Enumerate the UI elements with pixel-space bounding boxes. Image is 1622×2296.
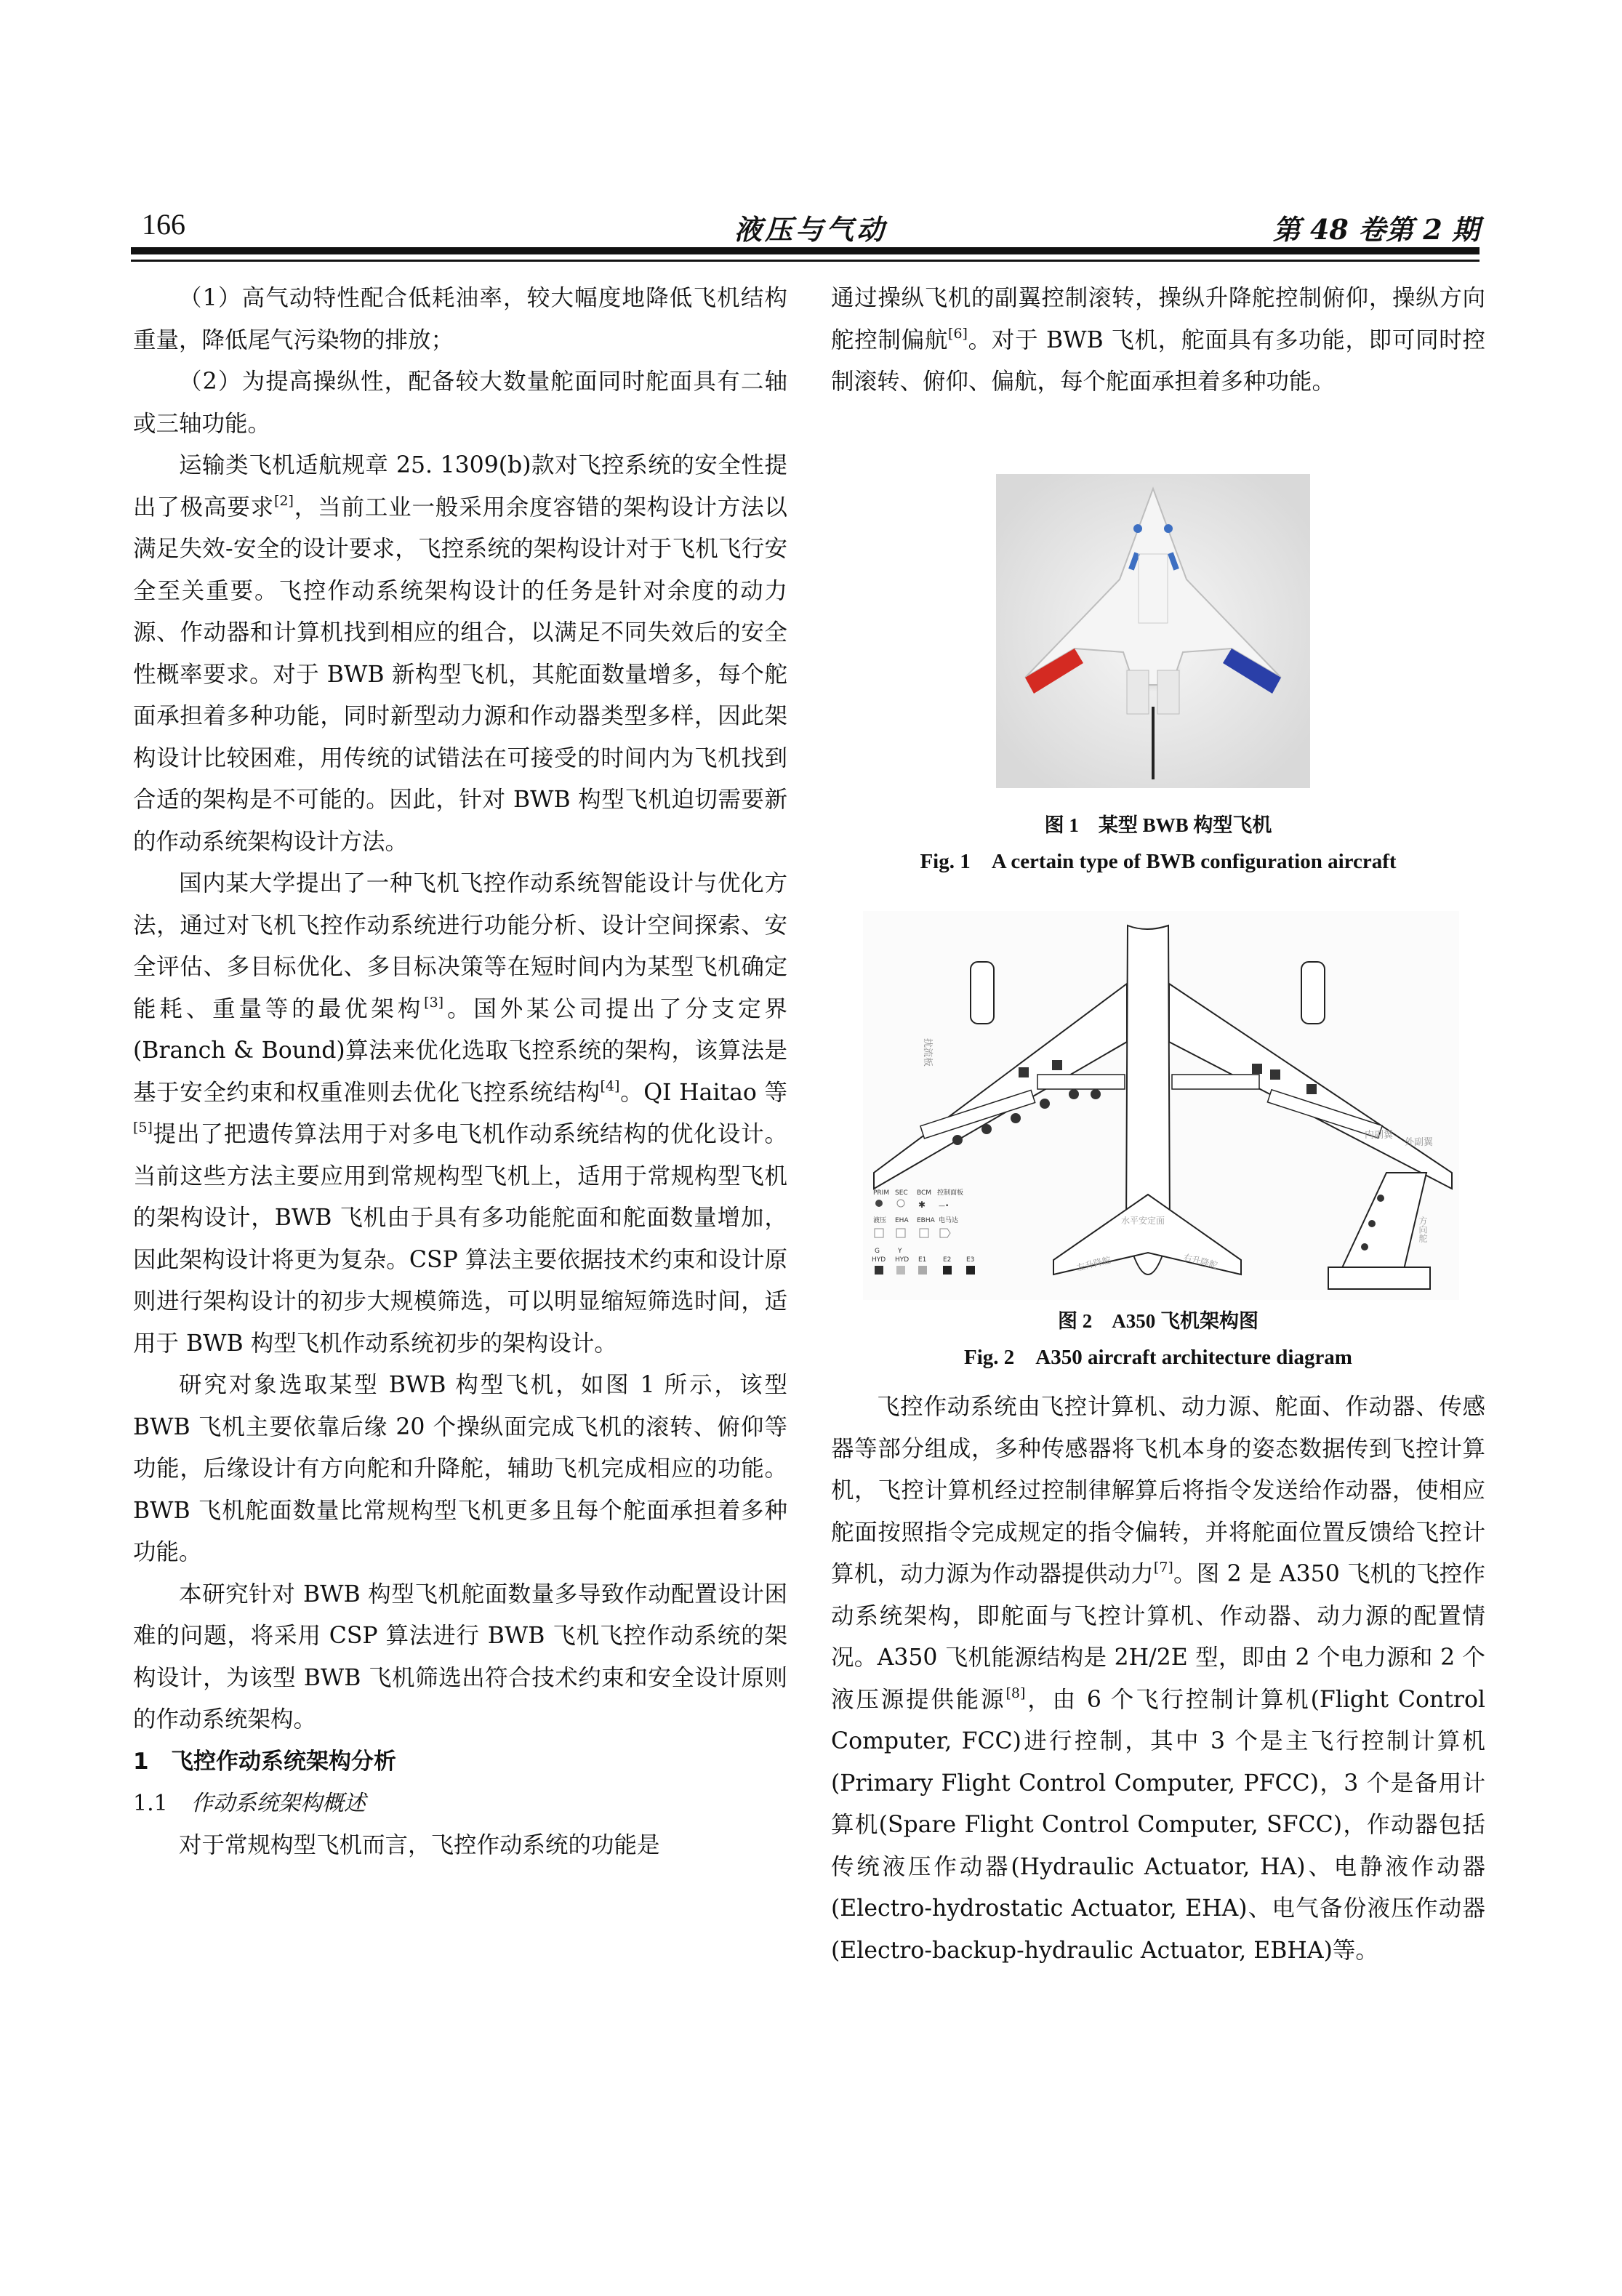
svg-text:G: G: [875, 1248, 880, 1255]
section-title: 飞控作动系统架构分析: [171, 1748, 396, 1775]
page-number: 166: [142, 208, 185, 241]
svg-text:控制面板: 控制面板: [937, 1189, 964, 1197]
text: 国内某大学提出了一种飞机飞控作动系统智能设计与优化方法，通过对飞机飞控作动系统进行功能分析、设计空间探索、安全评估、多目标优化、多目标决策等在短时间内为某型飞机确定能耗、重量等的最优架构: [133, 870, 787, 1022]
text: 。QI Haitao 等: [619, 1079, 787, 1106]
a350-diagram: [863, 911, 1459, 1300]
subsection-title: 作动系统架构概述: [191, 1791, 366, 1816]
text: 飞控作动系统由飞控计算机、动力源、舵面、作动器、传感器等部分组成，多种传感器将飞机本身的姿态数据传到飞控计算机，飞控计算机经过控制律解算后将指令发送给作动器，使相应舵面按照指令完成规定的指令偏转，并将舵面位置反馈给飞控计算机，动力源为作动器提供动力: [831, 1394, 1485, 1587]
figure-2-caption-cn: 图 2 A350 飞机架构图: [1058, 1310, 1258, 1332]
citation[interactable]: [4]: [600, 1077, 620, 1094]
page-header: [142, 207, 1480, 244]
paragraph: 对于常规构型飞机而言，飞控作动系统的功能是: [179, 1831, 660, 1858]
figure-2-a350-architecture-diagram: [863, 911, 1459, 1300]
label-stabilizer: 水平安定面: [1121, 1216, 1165, 1226]
svg-text:E3: E3: [966, 1256, 975, 1264]
citation[interactable]: [7]: [1153, 1560, 1173, 1576]
svg-text:E2: E2: [943, 1256, 952, 1264]
issue-label: 第 48 卷第 2 期: [1272, 213, 1480, 246]
figure-1-caption: [831, 809, 1485, 875]
paragraph: 本研究针对 BWB 构型飞机舵面数量多导致作动配置设计困难的问题，将采用 CSP 算法进行 BWB 飞机飞控作动系统的架构设计，为该型 BWB 飞机筛选出符合技术约束和安全设计原则的作动系统架构。: [133, 1581, 787, 1733]
citation[interactable]: [6]: [948, 325, 968, 342]
svg-text:—•: —•: [939, 1203, 949, 1210]
paragraph: [133, 445, 787, 863]
journal-name: 液压与气动: [734, 213, 887, 246]
label-aileron-outer: 外副翼: [1405, 1137, 1434, 1148]
paragraph: （1）高气动特性配合低耗油率，较大幅度地降低飞机结构重量，降低尾气污染物的排放；: [133, 285, 787, 353]
svg-text:EHA: EHA: [895, 1217, 909, 1224]
svg-text:Y: Y: [898, 1248, 902, 1255]
paragraph: [831, 1386, 1485, 1972]
text: 运输类飞机适航规章 25. 1309(b)款对飞控系统的安全性提出了极高要求: [133, 452, 787, 521]
citation[interactable]: [2]: [274, 492, 294, 509]
citation[interactable]: [3]: [424, 994, 444, 1011]
right-column-top: [831, 278, 1485, 404]
text: 。图 2 是 A350 飞机的飞控作动系统架构，即舵面与飞控计算机、作动器、动力源的配置情况。A350 飞机能源结构是 2H/2E 型，即由 2 个电力源和 2 个液压源提供能源: [831, 1561, 1485, 1713]
label-aileron-inner: 内副翼: [1365, 1130, 1394, 1141]
paragraph: 研究对象选取某型 BWB 构型飞机，如图 1 所示，该型 BWB 飞机主要依靠后缘 20 个操纵面完成飞机的滚转、俯仰等功能，后缘设计有方向舵和升降舵，辅助飞机完成相应的功能。BWB 飞机舵面数量比常规构型飞机更多且每个舵面承担着多种功能。: [133, 1372, 787, 1565]
svg-text:E1: E1: [918, 1256, 927, 1264]
text: 。国外某公司提出了分支定界(Branch & Bound)算法来优化选取飞控系统的架构，该算法是基于安全约束和权重准则去优化飞控系统结构: [133, 995, 787, 1106]
subsection-number: 1.1: [133, 1791, 168, 1816]
svg-text:PRIM: PRIM: [873, 1189, 890, 1197]
svg-text:EBHA: EBHA: [917, 1217, 935, 1224]
citation[interactable]: [5]: [133, 1120, 153, 1136]
svg-text:✱: ✱: [918, 1200, 926, 1210]
svg-text:HYD: HYD: [872, 1256, 886, 1264]
header-rule-thin: [131, 260, 1480, 262]
bwb-aircraft-illustration: [996, 474, 1310, 788]
figure-2-caption: [831, 1305, 1485, 1370]
header-rule-thick: [131, 247, 1480, 254]
right-column-bottom: [831, 1386, 1485, 1972]
figure-1-caption-cn: 图 1 某型 BWB 构型飞机: [1044, 814, 1272, 836]
paragraph: [831, 278, 1485, 404]
svg-text:液压: 液压: [873, 1217, 887, 1224]
text: 通过操纵飞机的副翼控制滚转，操纵升降舵控制俯仰，操纵方向舵控制偏航: [831, 285, 1485, 353]
svg-text:HYD: HYD: [895, 1256, 910, 1264]
citation[interactable]: [8]: [1005, 1685, 1026, 1701]
text: ，当前工业一般采用余度容错的架构设计方法以满足失效-安全的设计要求，飞控系统的架构设计对于飞机飞行安全至关重要。飞控作动系统架构设计的任务是针对余度的动力源、作动器和计算机找到相应的组合，以满足不同失效后的安全性概率要求。对于 BWB 新构型飞机，其舵面数量增多，每个舵面承担着多种功能，同时新型动力源和作动器类型多样，因此架构设计比较困难，用传统的试错法在可接受的时间内为飞机找到合适的架构是不可能的。因此，针对 BWB 构型飞机迫切需要新的作动系统架构设计方法。: [133, 494, 787, 855]
subsection-heading: [133, 1783, 787, 1825]
figure-1-bwb-aircraft-image: [996, 474, 1310, 788]
label-right-elevator: 右升降舵: [1182, 1252, 1219, 1271]
section-heading: [133, 1741, 787, 1783]
section-number: 1: [133, 1748, 149, 1775]
text: 提出了把遗传算法用于对多电飞机作动系统结构的优化设计。当前这些方法主要应用到常规构型飞机上，适用于常规构型飞机的架构设计，BWB 飞机由于具有多功能舵面和舵面数量增加，因此架构设计将更为复杂。CSP 算法主要依据技术约束和设计原则进行架构设计的初步大规模筛选，可以明显缩短筛选时间，适用于 BWB 构型飞机作动系统初步的架构设计。: [133, 1121, 787, 1357]
figure-1-caption-en: Fig. 1 A certain type of BWB configuration aircraft: [920, 850, 1397, 873]
paragraph: [133, 863, 787, 1365]
left-column: [133, 278, 787, 1866]
svg-text:BCM: BCM: [917, 1189, 932, 1197]
paragraph: （2）为提高操纵性，配备较大数量舵面同时舵面具有二轴或三轴功能。: [133, 369, 787, 437]
figure-2-caption-en: Fig. 2 A350 aircraft architecture diagram: [964, 1346, 1352, 1369]
svg-text:电马达: 电马达: [939, 1217, 959, 1224]
label-left-elevator: 左升降舵: [1075, 1254, 1112, 1273]
label-rudder: 方向舵: [1418, 1216, 1428, 1243]
text: 。对于 BWB 飞机，舵面具有多功能，即可同时控制滚转、俯仰、偏航，每个舵面承担着多种功能。: [831, 326, 1485, 395]
label-spoiler: 扰流板: [922, 1038, 933, 1067]
svg-text:SEC: SEC: [895, 1189, 908, 1197]
text: ，由 6 个飞行控制计算机(Flight Control Computer, FCC)进行控制，其中 3 个是主飞行控制计算机(Primary Flight Control Computer, PFCC)，3 个是备用计算机(Spare Flight Control Computer, SFCC)，作动器包括传统液压作动器(Hydraulic Actuator, HA)、电静液作动器(Electro-hydrostatic Actuator, EHA)、电气备份液压作动器(Electro-backup-hydraulic Actuator, EBHA)等。: [831, 1686, 1485, 1964]
